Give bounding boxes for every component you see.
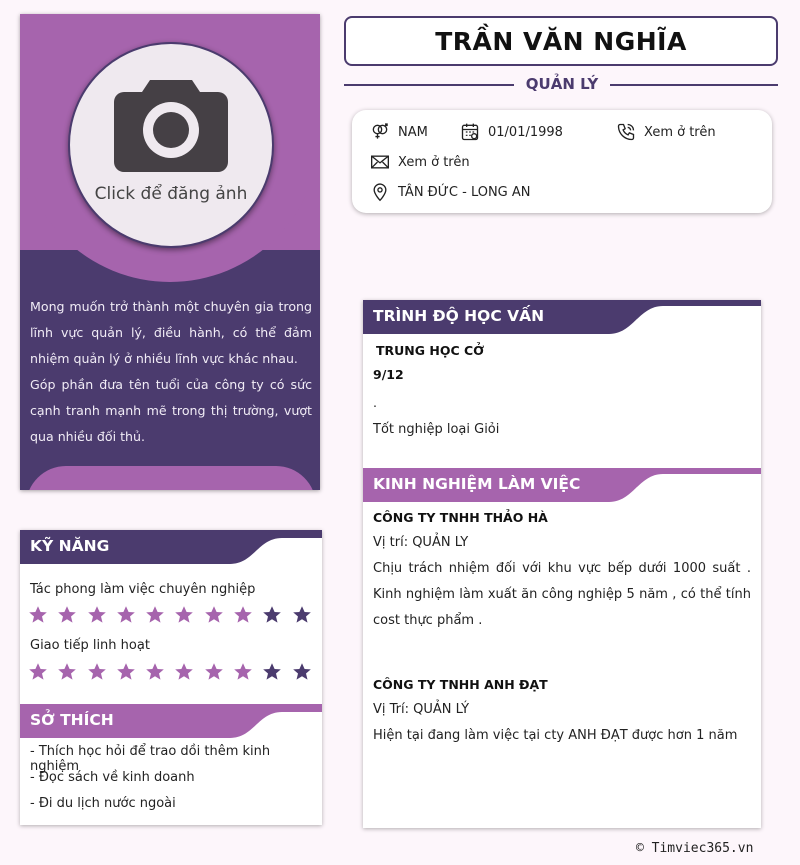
- star-filled-icon: [233, 662, 253, 682]
- experience-header: [363, 468, 761, 502]
- star-filled-icon: [28, 605, 48, 625]
- star-filled-icon: [87, 605, 107, 625]
- contact-birthday: [460, 122, 563, 142]
- summary-paragraph-1: Mong muốn trở thành một chuyên gia trong lĩnh vực quản lý, điều hành, có thể đảm nhiệm quản lý ở nhiều lĩnh vực khác nhau.: [30, 299, 312, 366]
- star-empty-icon: [262, 662, 282, 682]
- footer-copyright: © Timviec365.vn: [636, 841, 754, 856]
- contact-box: [352, 110, 772, 213]
- star-filled-icon: [116, 605, 136, 625]
- profile-footer-arc: [26, 466, 316, 490]
- job-position-2: Vị Trí: QUẢN LÝ: [373, 702, 470, 717]
- phone-icon: [616, 122, 636, 142]
- skill-rating-1: [28, 605, 321, 625]
- name-box: [344, 16, 778, 66]
- star-filled-icon: [28, 662, 48, 682]
- education-school: TRUNG HỌC CỞ: [376, 343, 485, 358]
- gender-icon: [370, 122, 390, 142]
- contact-gender: [370, 122, 428, 142]
- hobbies-title: SỞ THÍCH: [30, 711, 114, 729]
- education-experience-panel: [363, 300, 761, 828]
- star-empty-icon: [292, 605, 312, 625]
- career-summary: [30, 294, 312, 450]
- star-filled-icon: [116, 662, 136, 682]
- location-icon: [370, 182, 390, 202]
- star-filled-icon: [204, 605, 224, 625]
- job-position-1: Vị trí: QUẢN LY: [373, 535, 469, 550]
- contact-phone: [616, 122, 716, 142]
- birthday-value: 01/01/1998: [488, 124, 563, 140]
- star-filled-icon: [87, 662, 107, 682]
- star-empty-icon: [292, 662, 312, 682]
- star-filled-icon: [57, 605, 77, 625]
- email-icon: [370, 152, 390, 172]
- skill-name-1: Tác phong làm việc chuyên nghiệp: [30, 582, 256, 597]
- skills-header: [20, 530, 322, 564]
- job-company-2: CÔNG TY TNHH ANH ĐẠT: [373, 677, 548, 692]
- camera-icon: [112, 74, 230, 174]
- job-company-1: CÔNG TY TNHH THẢO HÀ: [373, 510, 548, 525]
- avatar-upload[interactable]: [68, 42, 274, 248]
- skills-title: KỸ NĂNG: [30, 537, 110, 555]
- skill-name-2: Giao tiếp linh hoạt: [30, 638, 150, 653]
- star-filled-icon: [233, 605, 253, 625]
- candidate-name: TRẦN VĂN NGHĨA: [435, 26, 687, 56]
- education-grade: 9/12: [373, 367, 404, 382]
- education-title: TRÌNH ĐỘ HỌC VẤN: [373, 307, 545, 325]
- hobbies-header: [20, 704, 322, 738]
- star-empty-icon: [262, 605, 282, 625]
- experience-title: KINH NGHIỆM LÀM VIỆC: [373, 475, 581, 493]
- hobby-item-3: - Đi du lịch nước ngoài: [30, 796, 176, 811]
- education-header: [363, 300, 761, 334]
- star-filled-icon: [145, 605, 165, 625]
- star-filled-icon: [57, 662, 77, 682]
- email-value: Xem ở trên: [398, 154, 470, 170]
- address-value: TÂN ĐỨC - LONG AN: [398, 184, 531, 200]
- title-divider-right: [610, 84, 778, 86]
- job-title: QUẢN LÝ: [525, 75, 599, 93]
- avatar-upload-label: Click để đăng ảnh: [94, 184, 248, 204]
- star-filled-icon: [174, 662, 194, 682]
- profile-card: [20, 14, 320, 490]
- phone-value: Xem ở trên: [644, 124, 716, 140]
- job-description-2: Hiện tại đang làm việc tại cty ANH ĐẠT được hơn 1 năm: [373, 728, 738, 743]
- contact-address: [370, 182, 531, 202]
- hobby-item-2: - Đọc sách về kinh doanh: [30, 770, 195, 785]
- education-detail: .: [373, 395, 377, 410]
- summary-paragraph-2: Góp phần đưa tên tuổi của công ty có sức cạnh tranh mạnh mẽ trong thị trường, vượt qua nhiều đối thủ.: [30, 377, 312, 444]
- hobby-item-1: - Thích học hỏi để trao dồi thêm kinh nghiệm: [30, 744, 271, 774]
- education-note: Tốt nghiệp loại Giỏi: [373, 422, 500, 437]
- skills-hobbies-panel: [20, 530, 322, 825]
- gender-value: NAM: [398, 124, 428, 140]
- calendar-icon: [460, 122, 480, 142]
- skill-rating-2: [28, 662, 321, 682]
- title-divider-left: [344, 84, 514, 86]
- contact-email: [370, 152, 470, 172]
- job-description-1: Chịu trách nhiệm đối với khu vực bếp dưới 1000 suất . Kinh nghiệm làm xuất ăn công nghiệp 5 năm , có thể tính cost thực phẩm .: [373, 561, 751, 628]
- star-filled-icon: [145, 662, 165, 682]
- star-filled-icon: [204, 662, 224, 682]
- star-filled-icon: [174, 605, 194, 625]
